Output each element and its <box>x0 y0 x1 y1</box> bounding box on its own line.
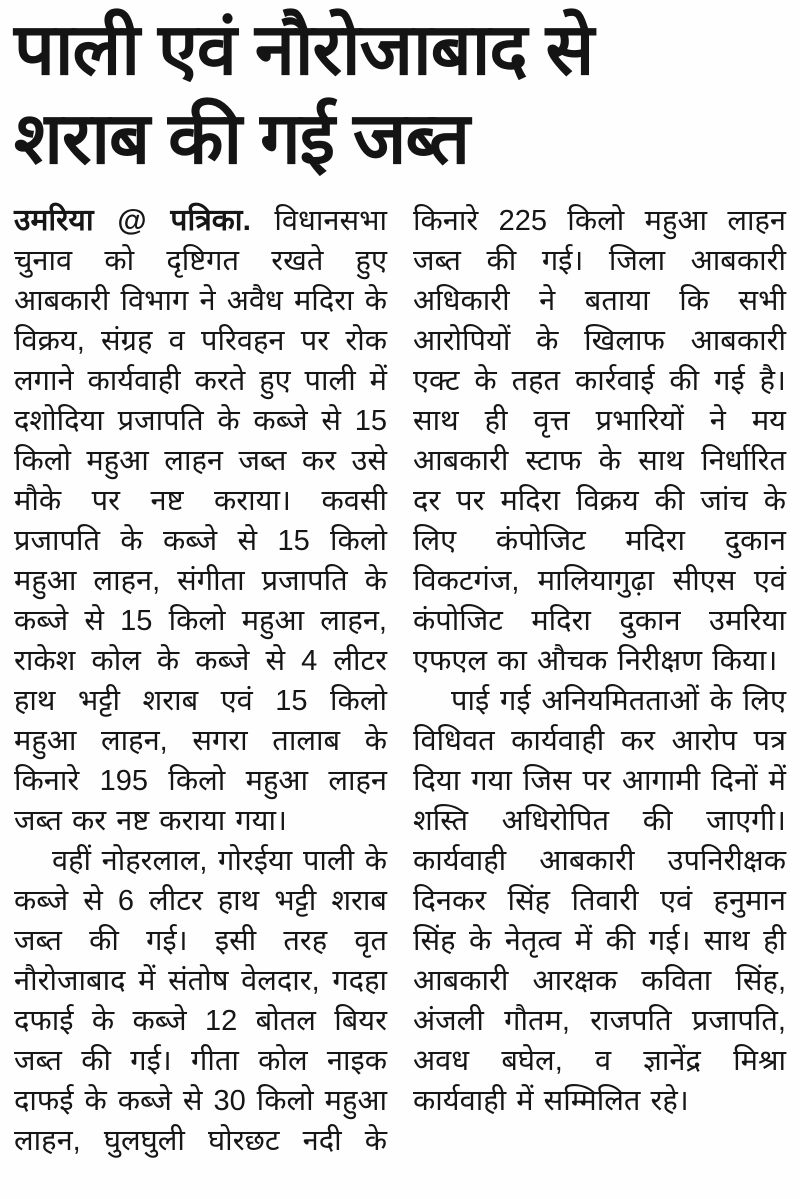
headline-line-2: शराब की गई जब्त <box>14 99 470 180</box>
paragraph-3: पाई गई अनियमितताओं के लिए विधिवत कार्यवाही कर आरोप पत्र दिया गया जिस पर आगामी दिनों में शस्ति अधिरोपित की जाएगी। कार्यवाही आबकारी उपनिरीक्षक दिनकर सिंह तिवारी एवं हनुमान सिंह के नेतृत्व में की गई। साथ ही आबकारी आरक्षक कविता सिंह, अंजली गौतम, राजपति प्रजापति, अवध बघेल, व ज्ञानेंद्र मिश्रा कार्यवाही में सम्मिलित रहे। <box>413 684 787 1117</box>
right-column <box>413 201 786 1161</box>
paragraph-1-text: विधानसभा चुनाव को दृष्टिगत रखते हुए आबकारी विभाग ने अवैध मदिरा के विक्रय, संग्रह व परिवहन पर रोक लगाने कार्यवाही करते हुए पाली में दशोदिया प्रजापति के कब्जे से 15 किलो महुआ लाहन जब्त कर उसे मौके पर नष्ट कराया। कवसी प्रजापति के कब्जे से 15 किलो महुआ लाहन, संगीता प्रजापति के कब्जे से 15 किलो महुआ लाहन, राकेश कोल के कब्जे से 4 लीटर हाथ भट्टी शराब एवं 15 किलो महुआ लाहन, सगरा तालाब के किनारे 195 किलो महुआ लाहन जब्त कर नष्ट कराया गया। <box>14 204 387 837</box>
left-column <box>14 201 387 1161</box>
paragraph-2-left-part: वहीं नोहरलाल, गोरईया पाली के कब्जे से 6 लीटर हाथ भट्टी शराब जब्त की गई। इसी तरह वृत नौरोजाबाद में संतोष वेलदार, गदहा दफाई के कब्जे 12 बोतल बियर जब्त की गई। गीता कोल नाइक दाफई के कब्जे से 30 किलो महुआ लाहन, घुलघुली घोरछट नदी के <box>14 844 387 1157</box>
article-headline <box>14 6 786 185</box>
paragraph-1 <box>14 201 387 841</box>
article-body <box>14 201 786 1161</box>
dateline: उमरिया @ पत्रिका. <box>14 203 251 237</box>
paragraph-2-right-part: किनारे 225 किलो महुआ लाहन जब्त की गई। जिला आबकारी अधिकारी ने बताया कि सभी आरोपियों के खिलाफ आबकारी एक्ट के तहत कार्रवाई की गई है। साथ ही वृत्त प्रभारियों ने मय आबकारी स्टाफ के साथ निर्धारित दर पर मदिरा विक्रय की जांच के लिए कंपोजिट मदिरा दुकान विकटगंज, मालियागुढ़ा सीएस एवं कंपोजिट मदिरा दुकान उमरिया एफएल का औचक निरीक्षण किया। <box>413 204 786 677</box>
headline-line-1: पाली एवं नौरोजाबाद से <box>14 10 594 90</box>
